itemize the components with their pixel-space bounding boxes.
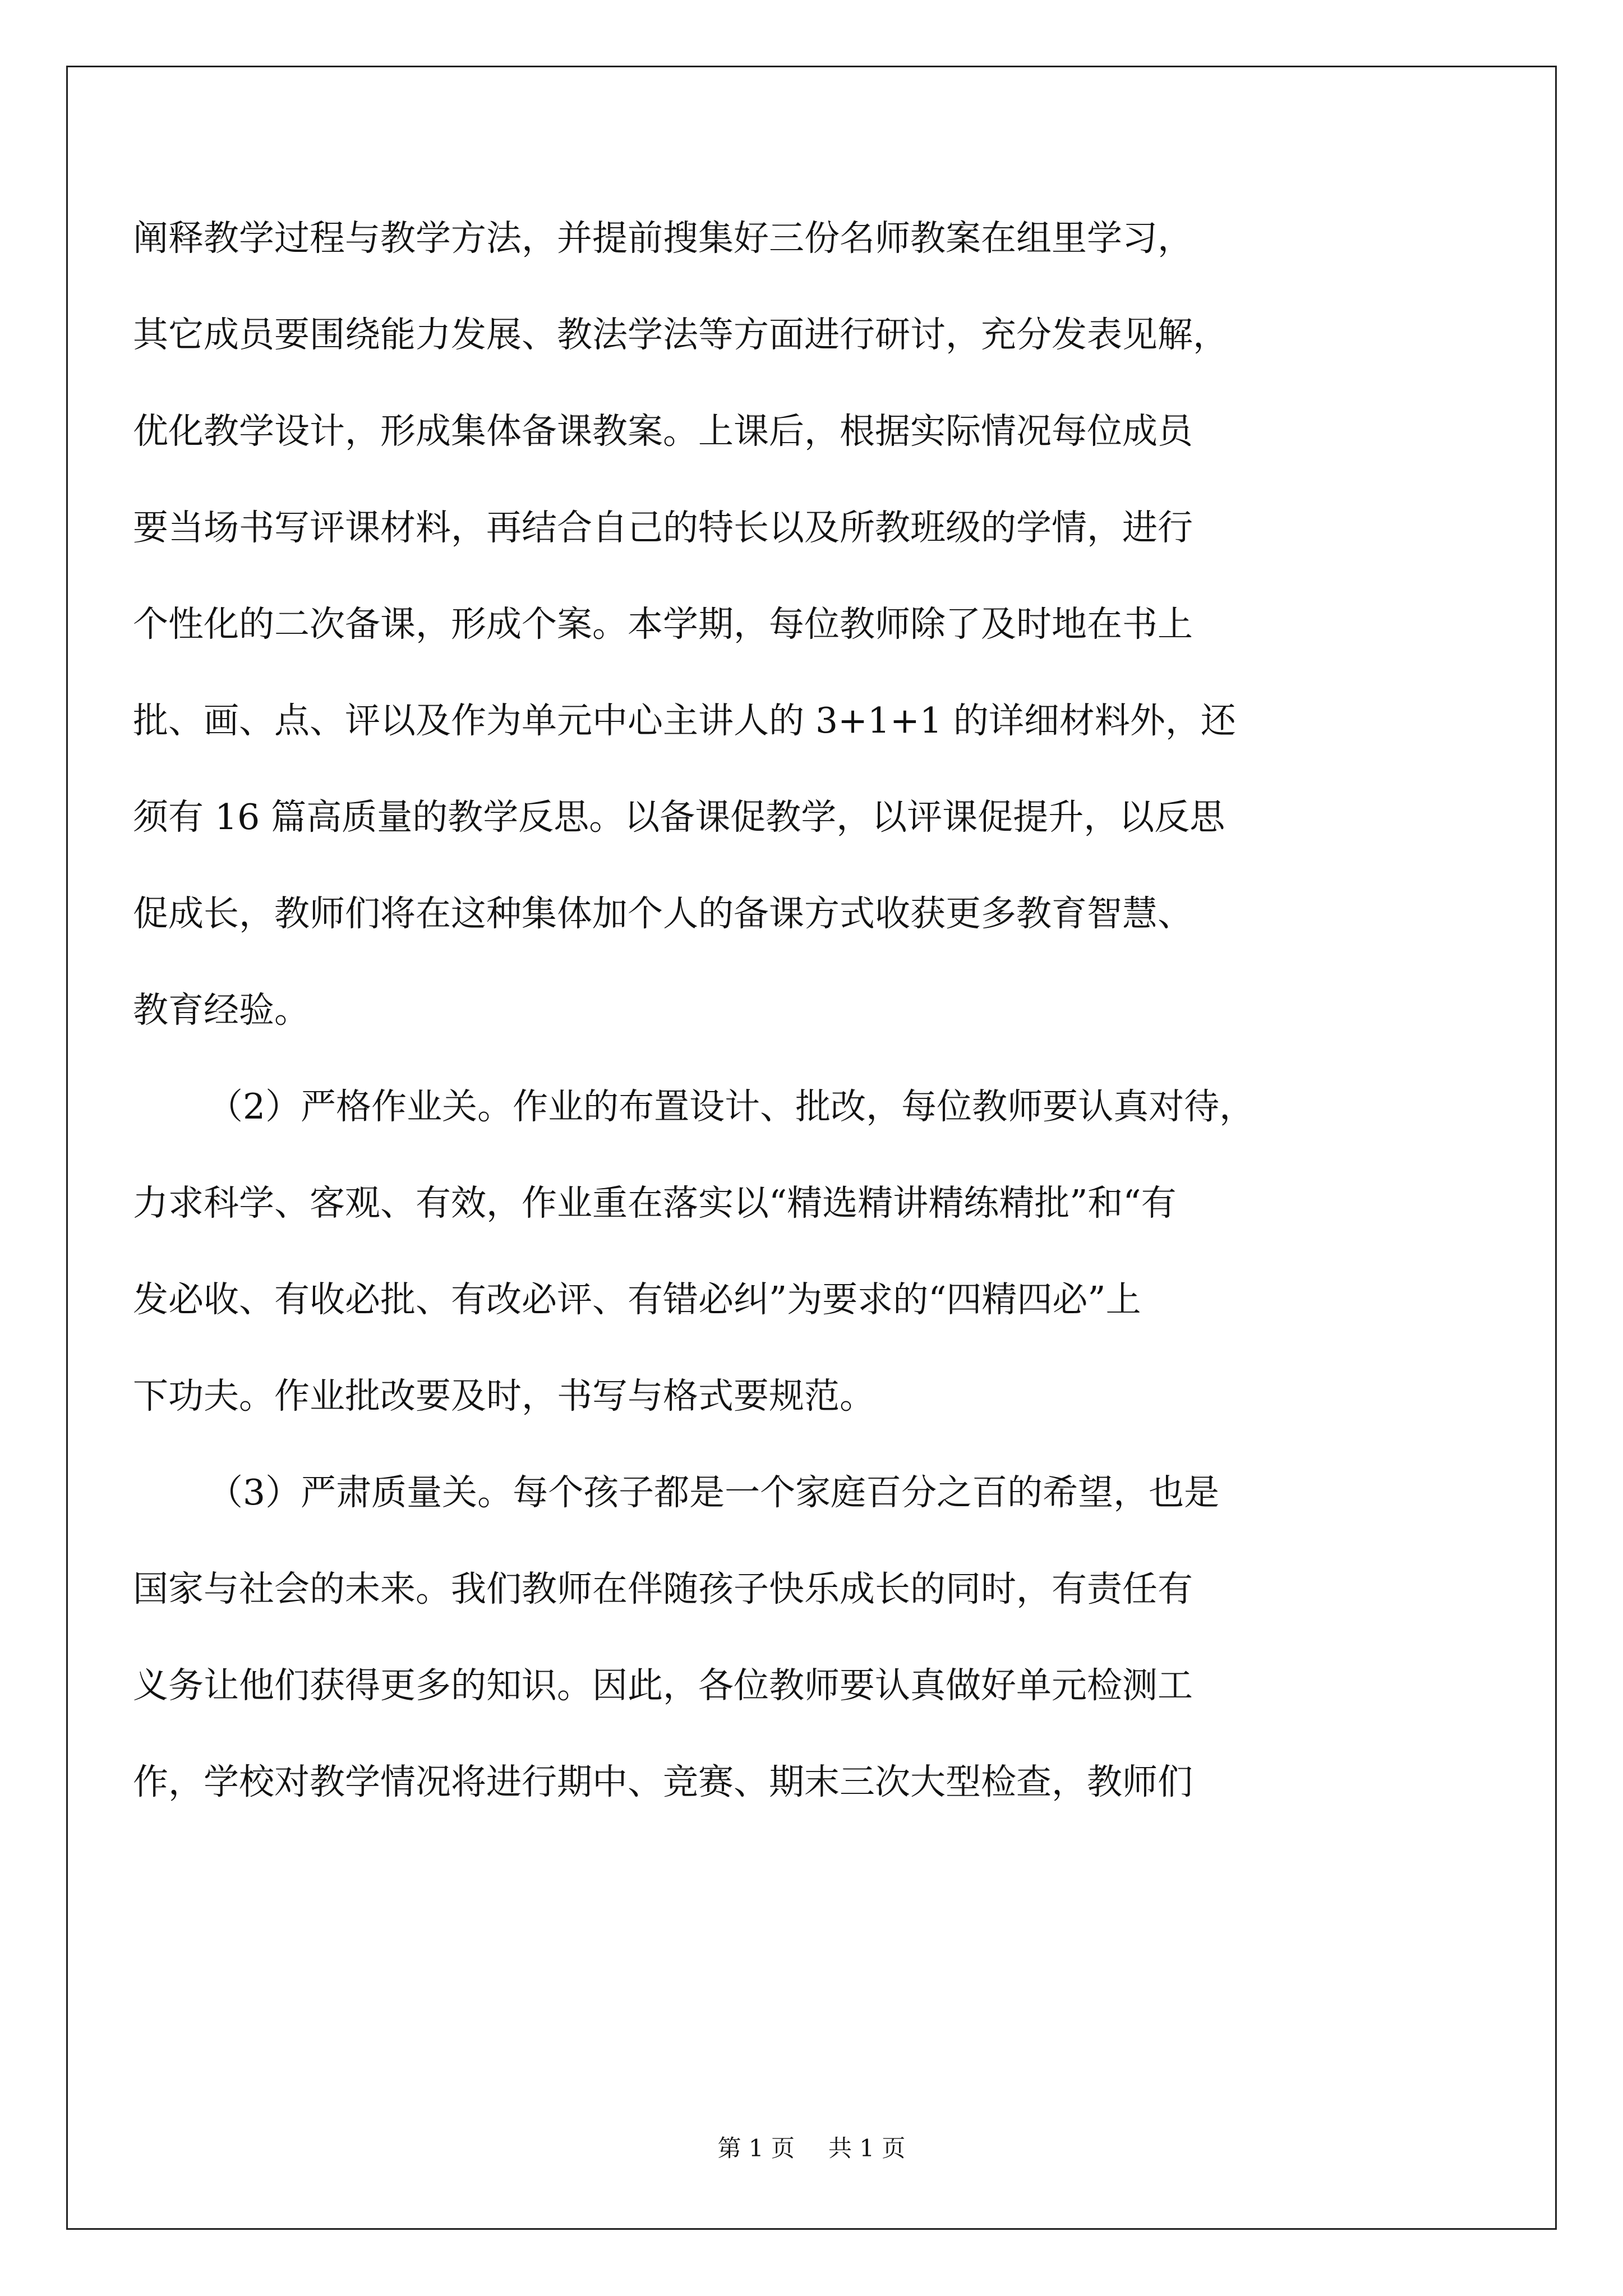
- text-line: 阐释教学过程与教学方法，并提前搜集好三份名师教案在组里学习，: [133, 218, 1193, 259]
- text-line: 义务让他们获得更多的知识。因此，各位教师要认真做好单元检测工: [133, 1665, 1193, 1706]
- text-line: 须有 16 篇高质量的教学反思。以备课促教学，以评课促提升，以反思: [133, 797, 1225, 838]
- text-line: 要当场书写评课材料，再结合自己的特长以及所教班级的学情，进行: [133, 507, 1193, 548]
- page-footer: [0, 2132, 1623, 2165]
- text-line: 国家与社会的未来。我们教师在伴随孩子快乐成长的同时，有责任有: [133, 1568, 1193, 1609]
- page-total: 共 1 页: [828, 2134, 906, 2162]
- page-number: 第 1 页: [717, 2134, 795, 2162]
- paragraph-start-line: （2）严格作业关。作业的布置设计、批改，每位教师要认真对待，: [208, 1086, 1255, 1127]
- text-line: 教育经验。: [133, 990, 310, 1030]
- text-line: 个性化的二次备课，形成个案。本学期，每位教师除了及时地在书上: [133, 604, 1193, 645]
- text-line: 其它成员要围绕能力发展、教法学法等方面进行研讨，充分发表见解，: [133, 314, 1228, 355]
- text-line: 优化教学设计，形成集体备课教案。上课后，根据实际情况每位成员: [133, 411, 1193, 452]
- text-line: 作，学校对教学情况将进行期中、竞赛、期末三次大型检查，教师们: [133, 1761, 1193, 1802]
- text-line: 下功夫。作业批改要及时，书写与格式要规范。: [133, 1375, 875, 1416]
- paragraph-start-line: （3）严肃质量关。每个孩子都是一个家庭百分之百的希望，也是: [208, 1472, 1220, 1513]
- text-line: 促成长，教师们将在这种集体加个人的备课方式收获更多教育智慧、: [133, 893, 1193, 934]
- text-line: 力求科学、客观、有效，作业重在落实以“精选精讲精练精批”和“有: [133, 1182, 1177, 1223]
- text-line: 批、画、点、评以及作为单元中心主讲人的 3+1+1 的详细材料外，还: [133, 700, 1236, 741]
- text-line: 发必收、有收必批、有改必评、有错必纠”为要求的“四精四必”上: [133, 1279, 1141, 1320]
- page-border: [66, 66, 1557, 2230]
